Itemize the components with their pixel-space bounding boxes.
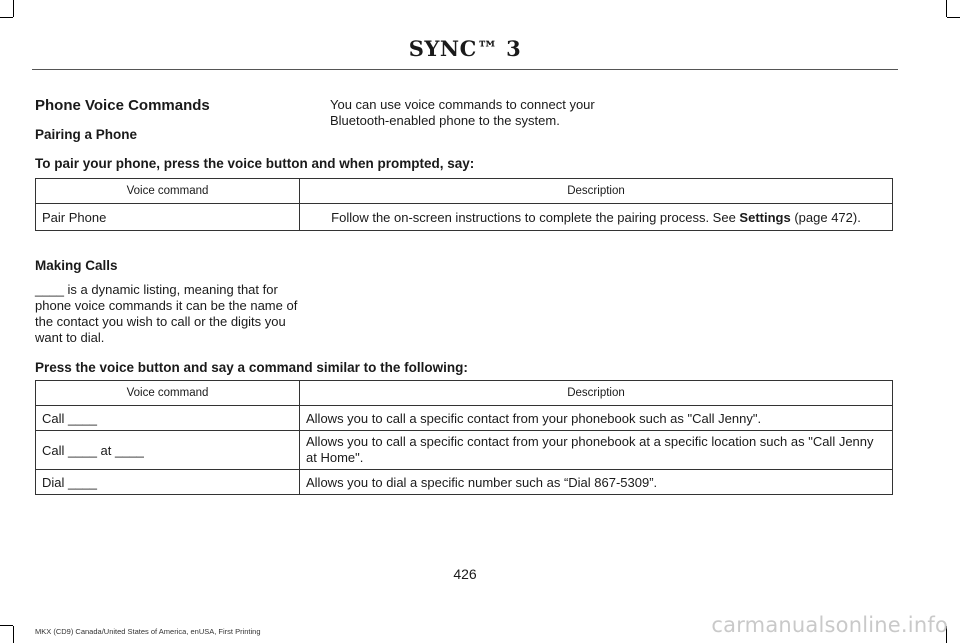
- description-cell: Allows you to dial a specific number such as “Dial 867-5309”.: [300, 470, 893, 495]
- crop-mark-top-left-vertical: [13, 0, 14, 17]
- settings-link[interactable]: Settings: [739, 209, 791, 225]
- table-row: [36, 204, 893, 231]
- column-header-voice-command: Voice command: [36, 381, 300, 406]
- command-cell: Call ____: [36, 406, 300, 431]
- table-row: [36, 470, 893, 495]
- section-title: Phone Voice Commands: [35, 97, 210, 114]
- crop-mark-top-right-horizontal: [947, 17, 960, 18]
- table-row: [36, 431, 893, 470]
- page-reference: (page 472).: [790, 209, 861, 225]
- edition-footer: MKX (CD9) Canada/United States of America, enUSA, First Printing: [35, 627, 261, 636]
- pairing-command-table: [35, 178, 893, 231]
- page-number: 426: [453, 566, 477, 582]
- intro-paragraph: You can use voice commands to connect your Bluetooth-enabled phone to the system.: [330, 97, 595, 128]
- command-cell: Dial ____: [36, 470, 300, 495]
- calls-instruction: Press the voice button and say a command similar to the following:: [35, 360, 468, 375]
- description-cell: Allows you to call a specific contact from your phonebook such as "Call Jenny".: [300, 406, 893, 431]
- command-cell: Pair Phone: [36, 204, 300, 231]
- crop-mark-bottom-left-vertical: [13, 626, 14, 643]
- column-header-voice-command: Voice command: [36, 179, 300, 204]
- header-divider: [32, 69, 898, 70]
- crop-mark-top-right-vertical: [946, 0, 947, 17]
- crop-mark-bottom-left-horizontal: [0, 625, 13, 626]
- pairing-heading: Pairing a Phone: [35, 127, 138, 142]
- call-command-table: [35, 380, 893, 495]
- column-header-description: Description: [300, 179, 893, 204]
- site-watermark: carmanualsonline.info: [711, 613, 948, 637]
- description-cell: [300, 204, 893, 231]
- dynamic-listing-note: ____ is a dynamic listing, meaning that for phone voice commands it can be the name of the contact you wish to call or the digits you want to dial.: [35, 282, 298, 345]
- command-cell: Call ____ at ____: [36, 431, 300, 470]
- table-header-row: [36, 179, 893, 204]
- making-calls-heading: Making Calls: [35, 258, 118, 273]
- crop-mark-top-left-horizontal: [0, 17, 13, 18]
- description-cell: Allows you to call a specific contact from your phonebook at a specific location such as "Call Jenny at Home".: [300, 431, 893, 470]
- page-header-title: SYNC™ 3: [408, 36, 522, 61]
- description-text: Follow the on-screen instructions to complete the pairing process. See: [331, 209, 740, 225]
- table-header-row: [36, 381, 893, 406]
- table-row: [36, 406, 893, 431]
- column-header-description: Description: [300, 381, 893, 406]
- pair-instruction: To pair your phone, press the voice button and when prompted, say:: [35, 156, 475, 171]
